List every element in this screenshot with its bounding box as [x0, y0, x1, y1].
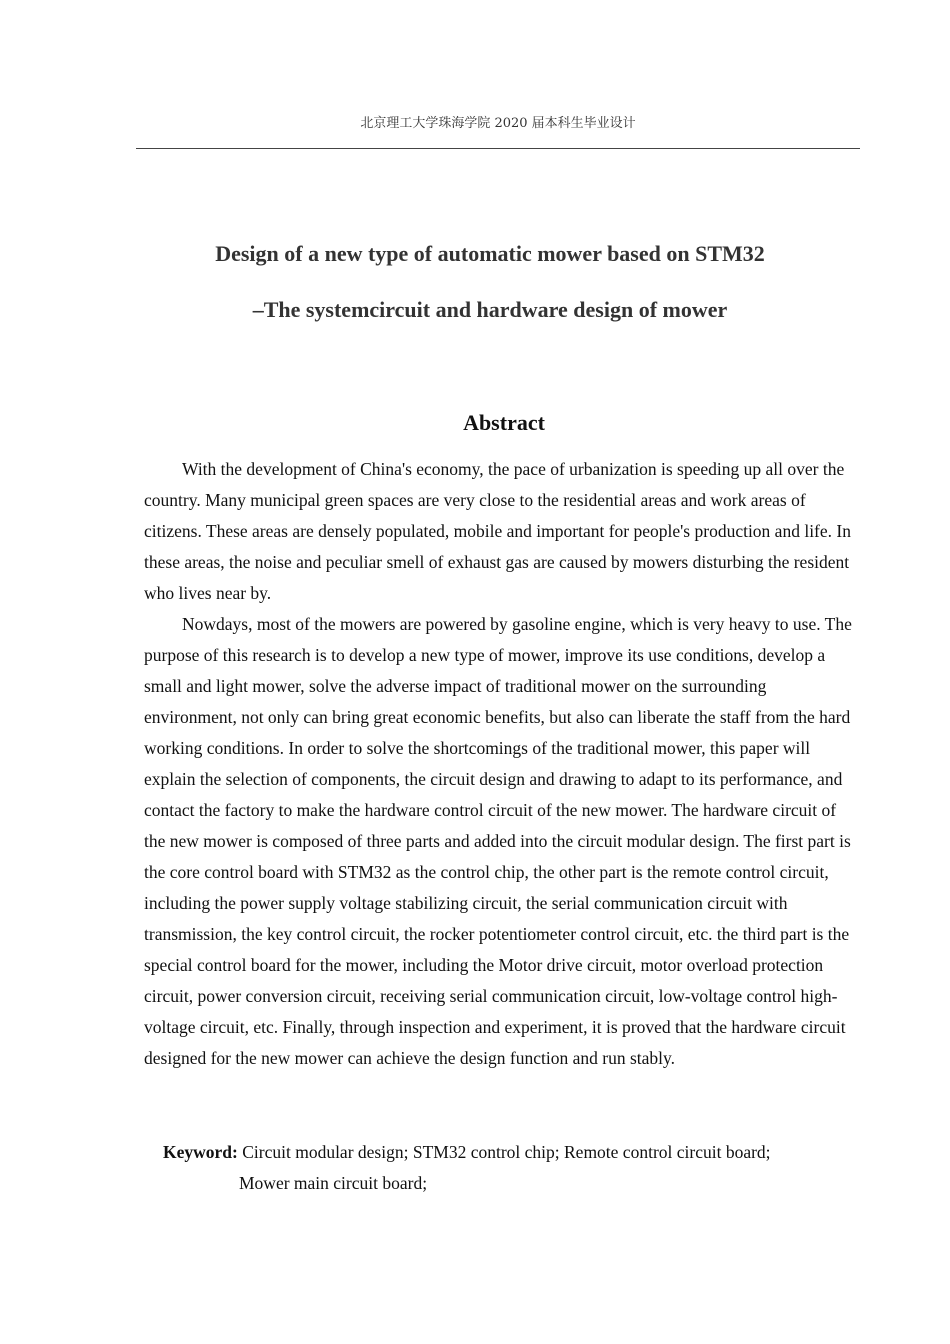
keywords-line-2: Mower main circuit board;	[239, 1173, 428, 1193]
abstract-paragraph-1: With the development of China's economy, the pace of urbanization is speeding up all over the country. Many municipal green spaces are very close to the residential areas and work areas of citizens. These areas are densely populated, mobile and important for people's production and life. In these areas, the noise and peculiar smell of exhaust gas are caused by mowers disturbing the resident who lives near by.	[144, 459, 851, 603]
page-header: 北京理工大学珠海学院 2020 届本科生毕业设计	[360, 116, 636, 131]
thesis-title: Design of a new type of automatic mower based on STM32	[215, 241, 765, 266]
abstract-heading: Abstract	[463, 410, 545, 435]
abstract-paragraph-2: Nowdays, most of the mowers are powered by gasoline engine, which is very heavy to use. The purpose of this research is to develop a new type of mower, improve its use conditions, develop a small and light mower, solve the adverse impact of traditional mower on the surrounding environment, not only can bring great economic benefits, but also can liberate the staff from the hard working conditions. In order to solve the shortcomings of the traditional mower, this paper will explain the selection of components, the circuit design and drawing to adapt to its performance, and contact the factory to make the hardware control circuit of the new mower. The hardware circuit of the new mower is composed of three parts and added into the circuit modular design. The first part is the core control board with STM32 as the control chip, the other part is the remote control circuit, including the power supply voltage stabilizing circuit, the serial communication circuit with transmission, the key control circuit, the rocker potentiometer control circuit, etc. the third part is the special control board for the mower, including the Motor drive circuit, motor overload protection circuit, power conversion circuit, receiving serial communication circuit, low-voltage control high-voltage circuit, etc. Finally, through inspection and experiment, it is proved that the hardware circuit designed for the new mower can achieve the design function and run stably.	[144, 614, 852, 1068]
header-divider	[136, 148, 860, 149]
keywords-block	[163, 1137, 863, 1199]
keywords-label: Keyword:	[163, 1142, 238, 1162]
keywords-line-1: Circuit modular design; STM32 control chip; Remote control circuit board;	[242, 1142, 771, 1162]
abstract-body	[144, 454, 856, 1074]
thesis-subtitle: –The systemcircuit and hardware design of mower	[252, 297, 728, 322]
